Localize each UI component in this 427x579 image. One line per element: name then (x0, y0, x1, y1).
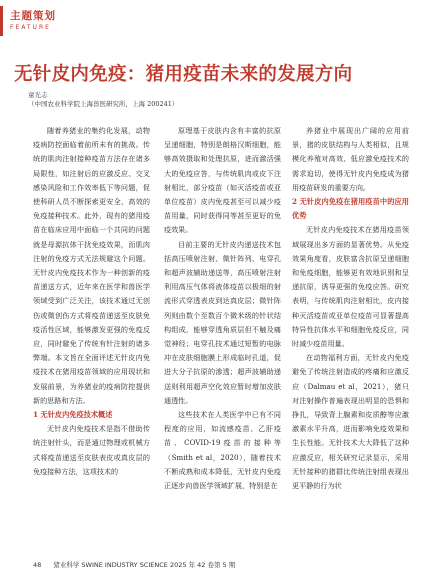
text-column-3 (292, 124, 409, 493)
paragraph: 养猪业中展现出广阔的应用前景，猪的皮肤结构与人类相似，且规模化养殖对高效、低应激免疫技术的需求迫切，使得无针皮内免疫成为猪用疫苗研发的重要方向。 (292, 126, 409, 192)
section-marker (0, 6, 3, 36)
text-column-2 (164, 124, 281, 493)
section-label: 主题策划 (10, 10, 56, 22)
paragraph: 在动物福利方面，无针皮内免疫避免了传统注射造成的疼痛和应激反应（Dalmau et al，2021），猪只对注射操作普遍表现出明显的恐惧和挣扎，导致背上腺素和皮质醇等应激激素水平升高，进而影响免疫效果和生长性能。无针技术大大降低了这种应激反应，相关研究记录显示，采用无针接种的猪群比传统注射组表现出更平静的行为状 (292, 353, 409, 491)
paragraph: 目前主要的无针皮内递送技术包括高压喷射注射、微针阵列、电穿孔和超声波辅助递送等，高压喷射注射利用高压气体将液体疫苗以极细的射流形式穿透表皮到达真皮层；微针阵列则由数个至数百个微米级的针状结构组成，能够穿透角质层但不触及痛觉神经；电穿孔技术通过短暂的电脉冲在皮肤细胞膜上形成临时孔道，促进大分子抗原的渗透；超声波辅助递送则利用超声空化效应暂时增加皮肤通透性。 (164, 239, 281, 405)
section-sublabel: FEATURE (10, 24, 51, 31)
section-heading: 1 无针皮内免疫技术概述 (33, 410, 113, 420)
paragraph: 原理基于皮肤内含有丰富的抗原呈递细胞，特别是朗格汉斯细胞，能够高效摄取和处理抗原，进而激活强大的免疫应答，与传统肌肉或皮下注射相比，部分疫苗（如灭活疫苗或亚单位疫苗）皮内免疫甚至可以减少疫苗用量，同时获得同等甚至更好的免疫效果。 (164, 126, 281, 235)
journal-info: 猪业科学 SWINE INDUSTRY SCIENCE 2025 年 42 卷第 5 期 (53, 561, 236, 569)
article-affiliation: （中国农业科学院上海兽医研究所，上海 200241） (28, 100, 179, 108)
paragraph: 无针皮内免疫技术是指不借助传统注射针头，而是通过物理或机械方式将疫苗递送至皮肤表皮或真皮层的免疫接种方法，这项技术的 (33, 424, 150, 476)
text-column-1 (33, 124, 150, 479)
paragraph: 随着养猪业的集约化发展，动物疫病防控面临着前所未有的挑战。传统的肌肉注射接种疫苗方法存在诸多局限性，如注射后的应激反应、交叉感染风险和工作效率低下等问题，促使科研人员不断探索更安全、高效的免疫接种技术。此外，现有的猪用疫苗在临床应用中面临一个共同的问题就是母源抗体干扰免疫效果，而肌肉注射的免疫方式无法规避这个问题。无针皮内免疫技术作为一种创新的疫苗递送方式，近年来在医学和兽医学领域受到广泛关注，该技术通过无创伤或微创伤方式将疫苗递送至皮肤免疫活性区域，能够激发更强的免疫反应，同时避免了传统有针注射的诸多弊端。本文旨在全面评述无针皮内免疫技术在猪用疫苗领域的应用现状和发展前景，为养猪业的疫病防控提供新的思路和方法。 (33, 126, 150, 405)
article-title: 无针皮内免疫：猪用疫苗未来的发展方向 (14, 64, 353, 85)
article-author: 童光志 (28, 91, 48, 99)
section-heading: 2 无针皮内免疫在猪用疫苗中的应用优势 (292, 197, 409, 221)
page-footer (33, 560, 235, 569)
page-number: 48 (33, 561, 42, 569)
paragraph: 无针皮内免疫技术在猪用疫苗领域展现出多方面的显著优势。从免疫效果角度看，皮肤富含抗原呈递细胞和免疫细胞，能够更有效地识别和呈递抗原，诱导更强的免疫应答。研究表明，与传统肌肉注射相比，皮内接种灭活疫苗或亚单位疫苗可显著提高特异性抗体水平和细胞免疫反应，同时减少疫苗用量。 (292, 225, 409, 349)
paragraph: 这些技术在人类医学中已有不同程度的应用，如流感疫苗、乙肝疫苗、COVID-19疫苗的接种等（Smith et al，2020），随着技术不断成熟和成本降低，无针皮内免疫正逐步向兽医学领域扩展，特别是在 (164, 410, 281, 491)
